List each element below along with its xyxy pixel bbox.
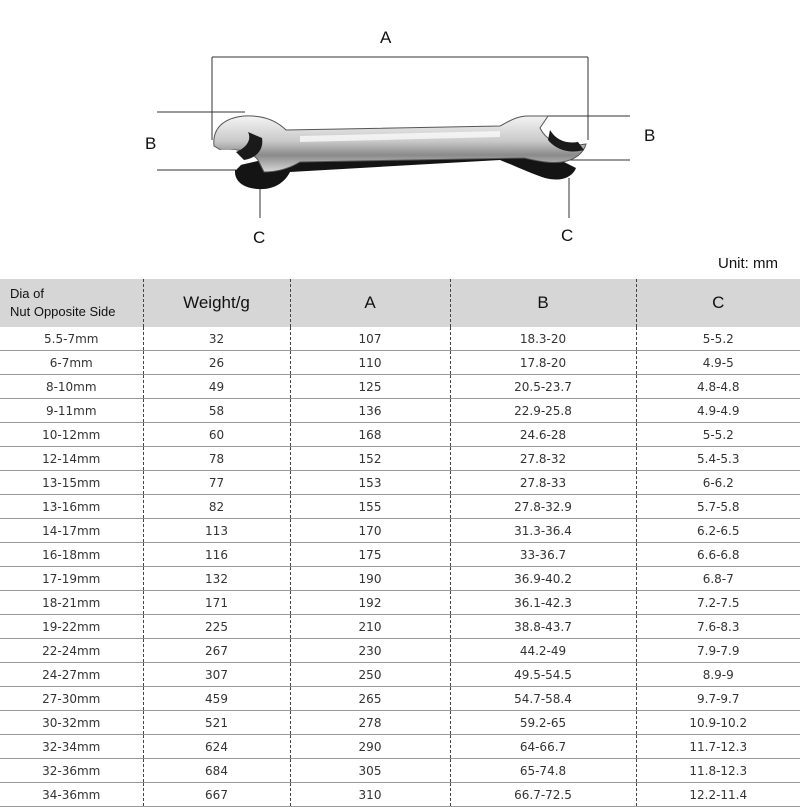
cell-weight: 225 [143,615,290,639]
header-b: B [450,279,636,327]
cell-a: 152 [290,447,450,471]
cell-weight: 459 [143,687,290,711]
cell-a: 153 [290,471,450,495]
cell-c: 9.7-9.7 [636,687,800,711]
cell-b: 20.5-23.7 [450,375,636,399]
cell-dia: 6-7mm [0,351,143,375]
cell-b: 44.2-49 [450,639,636,663]
table-row [0,663,800,687]
cell-dia: 12-14mm [0,447,143,471]
table-row [0,615,800,639]
cell-weight: 26 [143,351,290,375]
cell-c: 7.9-7.9 [636,639,800,663]
cell-a: 125 [290,375,450,399]
table-row [0,519,800,543]
cell-weight: 116 [143,543,290,567]
cell-b: 49.5-54.5 [450,663,636,687]
cell-dia: 32-34mm [0,735,143,759]
cell-a: 290 [290,735,450,759]
header-dia-line2: Nut Opposite Side [10,304,116,319]
table-row [0,471,800,495]
cell-dia: 32-36mm [0,759,143,783]
cell-a: 192 [290,591,450,615]
table-row [0,711,800,735]
cell-b: 65-74.8 [450,759,636,783]
table-header-row [0,279,800,327]
header-weight: Weight/g [143,279,290,327]
cell-dia: 22-24mm [0,639,143,663]
cell-weight: 32 [143,327,290,351]
cell-a: 265 [290,687,450,711]
cell-a: 175 [290,543,450,567]
cell-weight: 171 [143,591,290,615]
table-row [0,567,800,591]
cell-b: 64-66.7 [450,735,636,759]
cell-dia: 18-21mm [0,591,143,615]
wrench-illustration [0,0,800,250]
cell-a: 155 [290,495,450,519]
cell-c: 11.8-12.3 [636,759,800,783]
cell-weight: 624 [143,735,290,759]
cell-dia: 10-12mm [0,423,143,447]
cell-dia: 30-32mm [0,711,143,735]
cell-b: 27.8-32 [450,447,636,471]
cell-c: 7.6-8.3 [636,615,800,639]
dimension-label-c-left: C [253,228,266,247]
cell-c: 5.4-5.3 [636,447,800,471]
cell-c: 4.9-4.9 [636,399,800,423]
dimension-label-a: A [380,28,392,47]
wrench-shape [214,116,586,189]
table-row [0,759,800,783]
cell-dia: 5.5-7mm [0,327,143,351]
cell-b: 24.6-28 [450,423,636,447]
cell-a: 110 [290,351,450,375]
cell-weight: 307 [143,663,290,687]
cell-b: 22.9-25.8 [450,399,636,423]
table-row [0,735,800,759]
cell-a: 305 [290,759,450,783]
cell-dia: 9-11mm [0,399,143,423]
cell-weight: 267 [143,639,290,663]
header-c: C [636,279,800,327]
cell-c: 5-5.2 [636,423,800,447]
cell-a: 190 [290,567,450,591]
spec-table [0,279,800,807]
header-dia-line1: Dia of [10,286,44,301]
cell-c: 7.2-7.5 [636,591,800,615]
table-row [0,783,800,807]
cell-a: 107 [290,327,450,351]
cell-weight: 60 [143,423,290,447]
table-row [0,687,800,711]
cell-dia: 8-10mm [0,375,143,399]
cell-weight: 78 [143,447,290,471]
cell-weight: 521 [143,711,290,735]
cell-weight: 113 [143,519,290,543]
table-row [0,399,800,423]
table-row [0,351,800,375]
cell-a: 278 [290,711,450,735]
cell-a: 310 [290,783,450,807]
table-row [0,495,800,519]
cell-b: 36.1-42.3 [450,591,636,615]
cell-weight: 58 [143,399,290,423]
cell-b: 18.3-20 [450,327,636,351]
cell-b: 27.8-33 [450,471,636,495]
cell-a: 210 [290,615,450,639]
dimension-label-b-left: B [145,134,157,153]
table-row [0,639,800,663]
cell-c: 5.7-5.8 [636,495,800,519]
cell-b: 27.8-32.9 [450,495,636,519]
dimension-label-c-right: C [561,226,574,245]
cell-a: 168 [290,423,450,447]
cell-b: 66.7-72.5 [450,783,636,807]
cell-b: 59.2-65 [450,711,636,735]
cell-dia: 14-17mm [0,519,143,543]
cell-c: 10.9-10.2 [636,711,800,735]
cell-weight: 667 [143,783,290,807]
cell-c: 5-5.2 [636,327,800,351]
cell-b: 31.3-36.4 [450,519,636,543]
cell-a: 170 [290,519,450,543]
cell-weight: 49 [143,375,290,399]
cell-b: 17.8-20 [450,351,636,375]
table-row [0,447,800,471]
cell-a: 250 [290,663,450,687]
header-a: A [290,279,450,327]
dimension-label-b-right: B [644,126,656,145]
cell-c: 4.9-5 [636,351,800,375]
cell-dia: 27-30mm [0,687,143,711]
cell-c: 11.7-12.3 [636,735,800,759]
cell-weight: 132 [143,567,290,591]
cell-dia: 19-22mm [0,615,143,639]
cell-c: 6-6.2 [636,471,800,495]
cell-weight: 77 [143,471,290,495]
cell-dia: 13-16mm [0,495,143,519]
cell-c: 12.2-11.4 [636,783,800,807]
cell-c: 4.8-4.8 [636,375,800,399]
cell-c: 8.9-9 [636,663,800,687]
cell-a: 230 [290,639,450,663]
cell-b: 54.7-58.4 [450,687,636,711]
cell-dia: 17-19mm [0,567,143,591]
cell-dia: 13-15mm [0,471,143,495]
header-dia [0,279,143,327]
unit-label: Unit: mm [718,255,778,272]
cell-weight: 82 [143,495,290,519]
table-row [0,327,800,351]
cell-c: 6.8-7 [636,567,800,591]
wrench-diagram [0,0,800,250]
cell-dia: 24-27mm [0,663,143,687]
cell-b: 36.9-40.2 [450,567,636,591]
cell-c: 6.2-6.5 [636,519,800,543]
table-row [0,375,800,399]
table-row [0,423,800,447]
cell-c: 6.6-6.8 [636,543,800,567]
table-row [0,591,800,615]
cell-weight: 684 [143,759,290,783]
cell-dia: 34-36mm [0,783,143,807]
cell-a: 136 [290,399,450,423]
cell-b: 33-36.7 [450,543,636,567]
table-row [0,543,800,567]
cell-dia: 16-18mm [0,543,143,567]
cell-b: 38.8-43.7 [450,615,636,639]
